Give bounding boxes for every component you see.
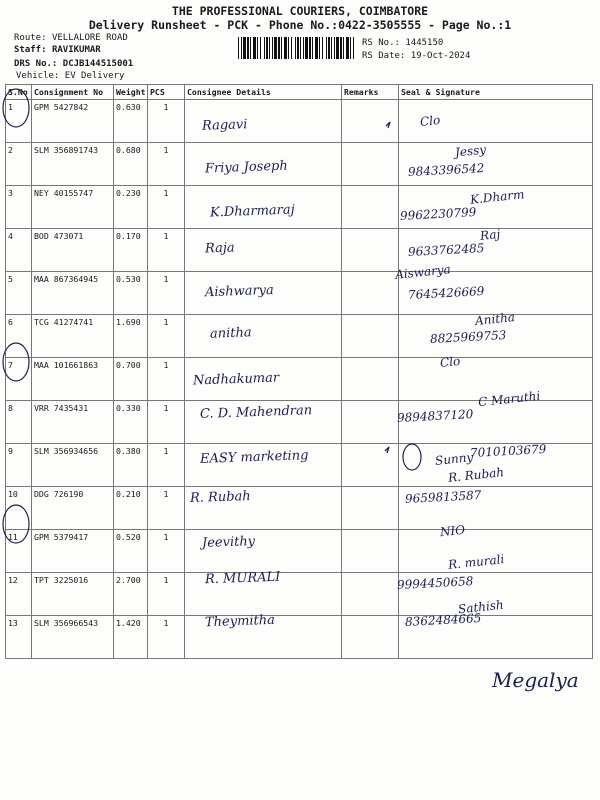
vehicle-value: EV Delivery [64,71,125,81]
cell-weight: 2.700 [114,573,148,616]
circle-mark [3,89,29,127]
cell-consignment-no: SLM 356934656 [32,444,114,487]
cell-consignment-no: MAA 867364945 [32,272,114,315]
cell-pcs: 1 [148,616,185,659]
cell-consignment-no: GPM 5379417 [32,530,114,573]
cell-pcs: 1 [148,358,185,401]
drs-label: DRS No.: [14,59,58,69]
cell-weight: 0.520 [114,530,148,573]
signature-handwritten: R. murali [447,552,505,572]
phone-number-handwritten: 9659813587 [404,488,482,506]
cell-weight: 0.380 [114,444,148,487]
consignee-name-handwritten: Nadhakumar [192,370,280,389]
signature-handwritten: Clo [419,112,441,130]
col-header-signature: Seal & Signature [399,85,593,100]
cell-sno: 11 [6,530,32,573]
consignee-name-handwritten: K.Dharmaraj [209,202,295,221]
cell-pcs: 1 [148,229,185,272]
company-title: THE PROFESSIONAL COURIERS, COIMBATORE [171,4,429,18]
tick-mark [385,447,389,453]
cell-consignment-no: NEY 40155747 [32,186,114,229]
cell-sno: 8 [6,401,32,444]
runsheet-subtitle: Delivery Runsheet - PCK - Phone No.:0422-3505555 - Page No.:1 [88,18,512,32]
cell-weight: 0.680 [114,143,148,186]
cell-weight: 0.170 [114,229,148,272]
cell-pcs: 1 [148,444,185,487]
signature-handwritten: K.Dharm [469,187,525,207]
phone-number-handwritten: 9962230799 [399,205,477,223]
cell-sno: 12 [6,573,32,616]
phone-number-handwritten: 8362484665 [404,611,482,629]
signature-handwritten: Sunny [434,450,474,468]
signature-handwritten: Aiswarya [394,262,452,282]
consignee-name-handwritten: Friya Joseph [204,158,288,177]
signature-handwritten: C Maruthi [477,388,541,410]
cell-pcs: 1 [148,315,185,358]
cell-sno: 4 [6,229,32,272]
route-value: VELLALORE ROAD [51,33,128,43]
cell-pcs: 1 [148,100,185,143]
cell-weight: 0.530 [114,272,148,315]
cell-consignment-no: TPT 3225016 [32,573,114,616]
phone-number-handwritten: 7010103679 [469,442,547,460]
cell-weight: 0.700 [114,358,148,401]
cell-consignment-no: VRR 7435431 [32,401,114,444]
cell-sno: 6 [6,315,32,358]
cell-consignment-no: TCG 41274741 [32,315,114,358]
signature-handwritten: Jessy [454,142,487,160]
phone-number-handwritten: 9894837120 [396,407,474,425]
cell-weight: 1.690 [114,315,148,358]
circle-mark [3,343,29,381]
phone-number-handwritten: 8825969753 [429,328,507,346]
consignee-name-handwritten: Raja [204,240,235,257]
tick-mark [386,122,390,128]
cell-pcs: 1 [148,487,185,530]
consignee-name-handwritten: R. Rubah [189,488,251,507]
cell-consignment-no: SLM 356966543 [32,616,114,659]
cell-consignment-no: SLM 356891743 [32,143,114,186]
signature-handwritten: NIO [439,522,466,540]
phone-number-handwritten: 9633762485 [407,241,485,259]
drs-value: DCJB144515001 [62,59,134,69]
cell-pcs: 1 [148,530,185,573]
cell-pcs: 1 [148,186,185,229]
cell-weight: 1.420 [114,616,148,659]
phone-number-handwritten: 7645426669 [407,284,485,302]
cell-weight: 0.330 [114,401,148,444]
cell-weight: 0.230 [114,186,148,229]
staff-label: Staff: [14,45,47,55]
cell-pcs: 1 [148,272,185,315]
stamp-scribble [403,444,421,470]
cell-sno: 10 [6,487,32,530]
cell-sno: 2 [6,143,32,186]
consignee-name-handwritten: Jeevithy [201,534,256,551]
signature-handwritten: Anitha [474,309,516,329]
consignee-name-handwritten: R. MURALI [204,569,281,588]
cell-pcs: 1 [148,573,185,616]
cell-sno: 5 [6,272,32,315]
col-header-remarks: Remarks [342,85,399,100]
footer-signature: Megalya [492,668,579,692]
col-header-weight: Weight [114,85,148,100]
signature-handwritten: Clo [439,353,461,371]
rs-date-label: RS Date: [362,51,406,61]
consignee-name-handwritten: C. D. Mahendran [199,403,313,422]
cell-sno: 9 [6,444,32,487]
cell-pcs: 1 [148,143,185,186]
cell-sno: 1 [6,100,32,143]
signature-handwritten: R. Rubah [447,465,505,485]
rs-date-value: 19-Oct-2024 [410,51,471,61]
cell-pcs: 1 [148,401,185,444]
cell-consignment-no: DDG 726190 [32,487,114,530]
consignee-name-handwritten: anitha [209,325,252,342]
cell-sno: 3 [6,186,32,229]
col-header-sno: S.No [6,85,32,100]
col-header-pcs: PCS [148,85,185,100]
cell-weight: 0.630 [114,100,148,143]
cell-sno: 7 [6,358,32,401]
cell-sno: 13 [6,616,32,659]
vehicle-label: Vehicle: [16,71,60,81]
signature-handwritten: Sathish [457,597,505,617]
rs-no-label: RS No.: [362,38,400,48]
consignee-name-handwritten: Theymitha [204,612,276,631]
staff-value: RAVIKUMAR [51,45,101,55]
cell-consignment-no: MAA 101661863 [32,358,114,401]
col-header-consignment: Consignment No [32,85,114,100]
phone-number-handwritten: 9994450658 [396,574,474,592]
consignee-name-handwritten: Ragavi [201,117,248,134]
cell-consignment-no: GPM 5427842 [32,100,114,143]
route-label: Route: [14,33,47,43]
cell-weight: 0.210 [114,487,148,530]
cell-consignment-no: BOD 473071 [32,229,114,272]
signature-handwritten: Raj [479,226,501,244]
consignee-name-handwritten: Aishwarya [204,282,275,301]
col-header-consignee: Consignee Details [185,85,342,100]
circle-mark [3,505,29,543]
phone-number-handwritten: 9843396542 [407,161,485,179]
consignee-name-handwritten: EASY marketing [199,448,309,467]
rs-no-value: 1445150 [405,38,444,48]
